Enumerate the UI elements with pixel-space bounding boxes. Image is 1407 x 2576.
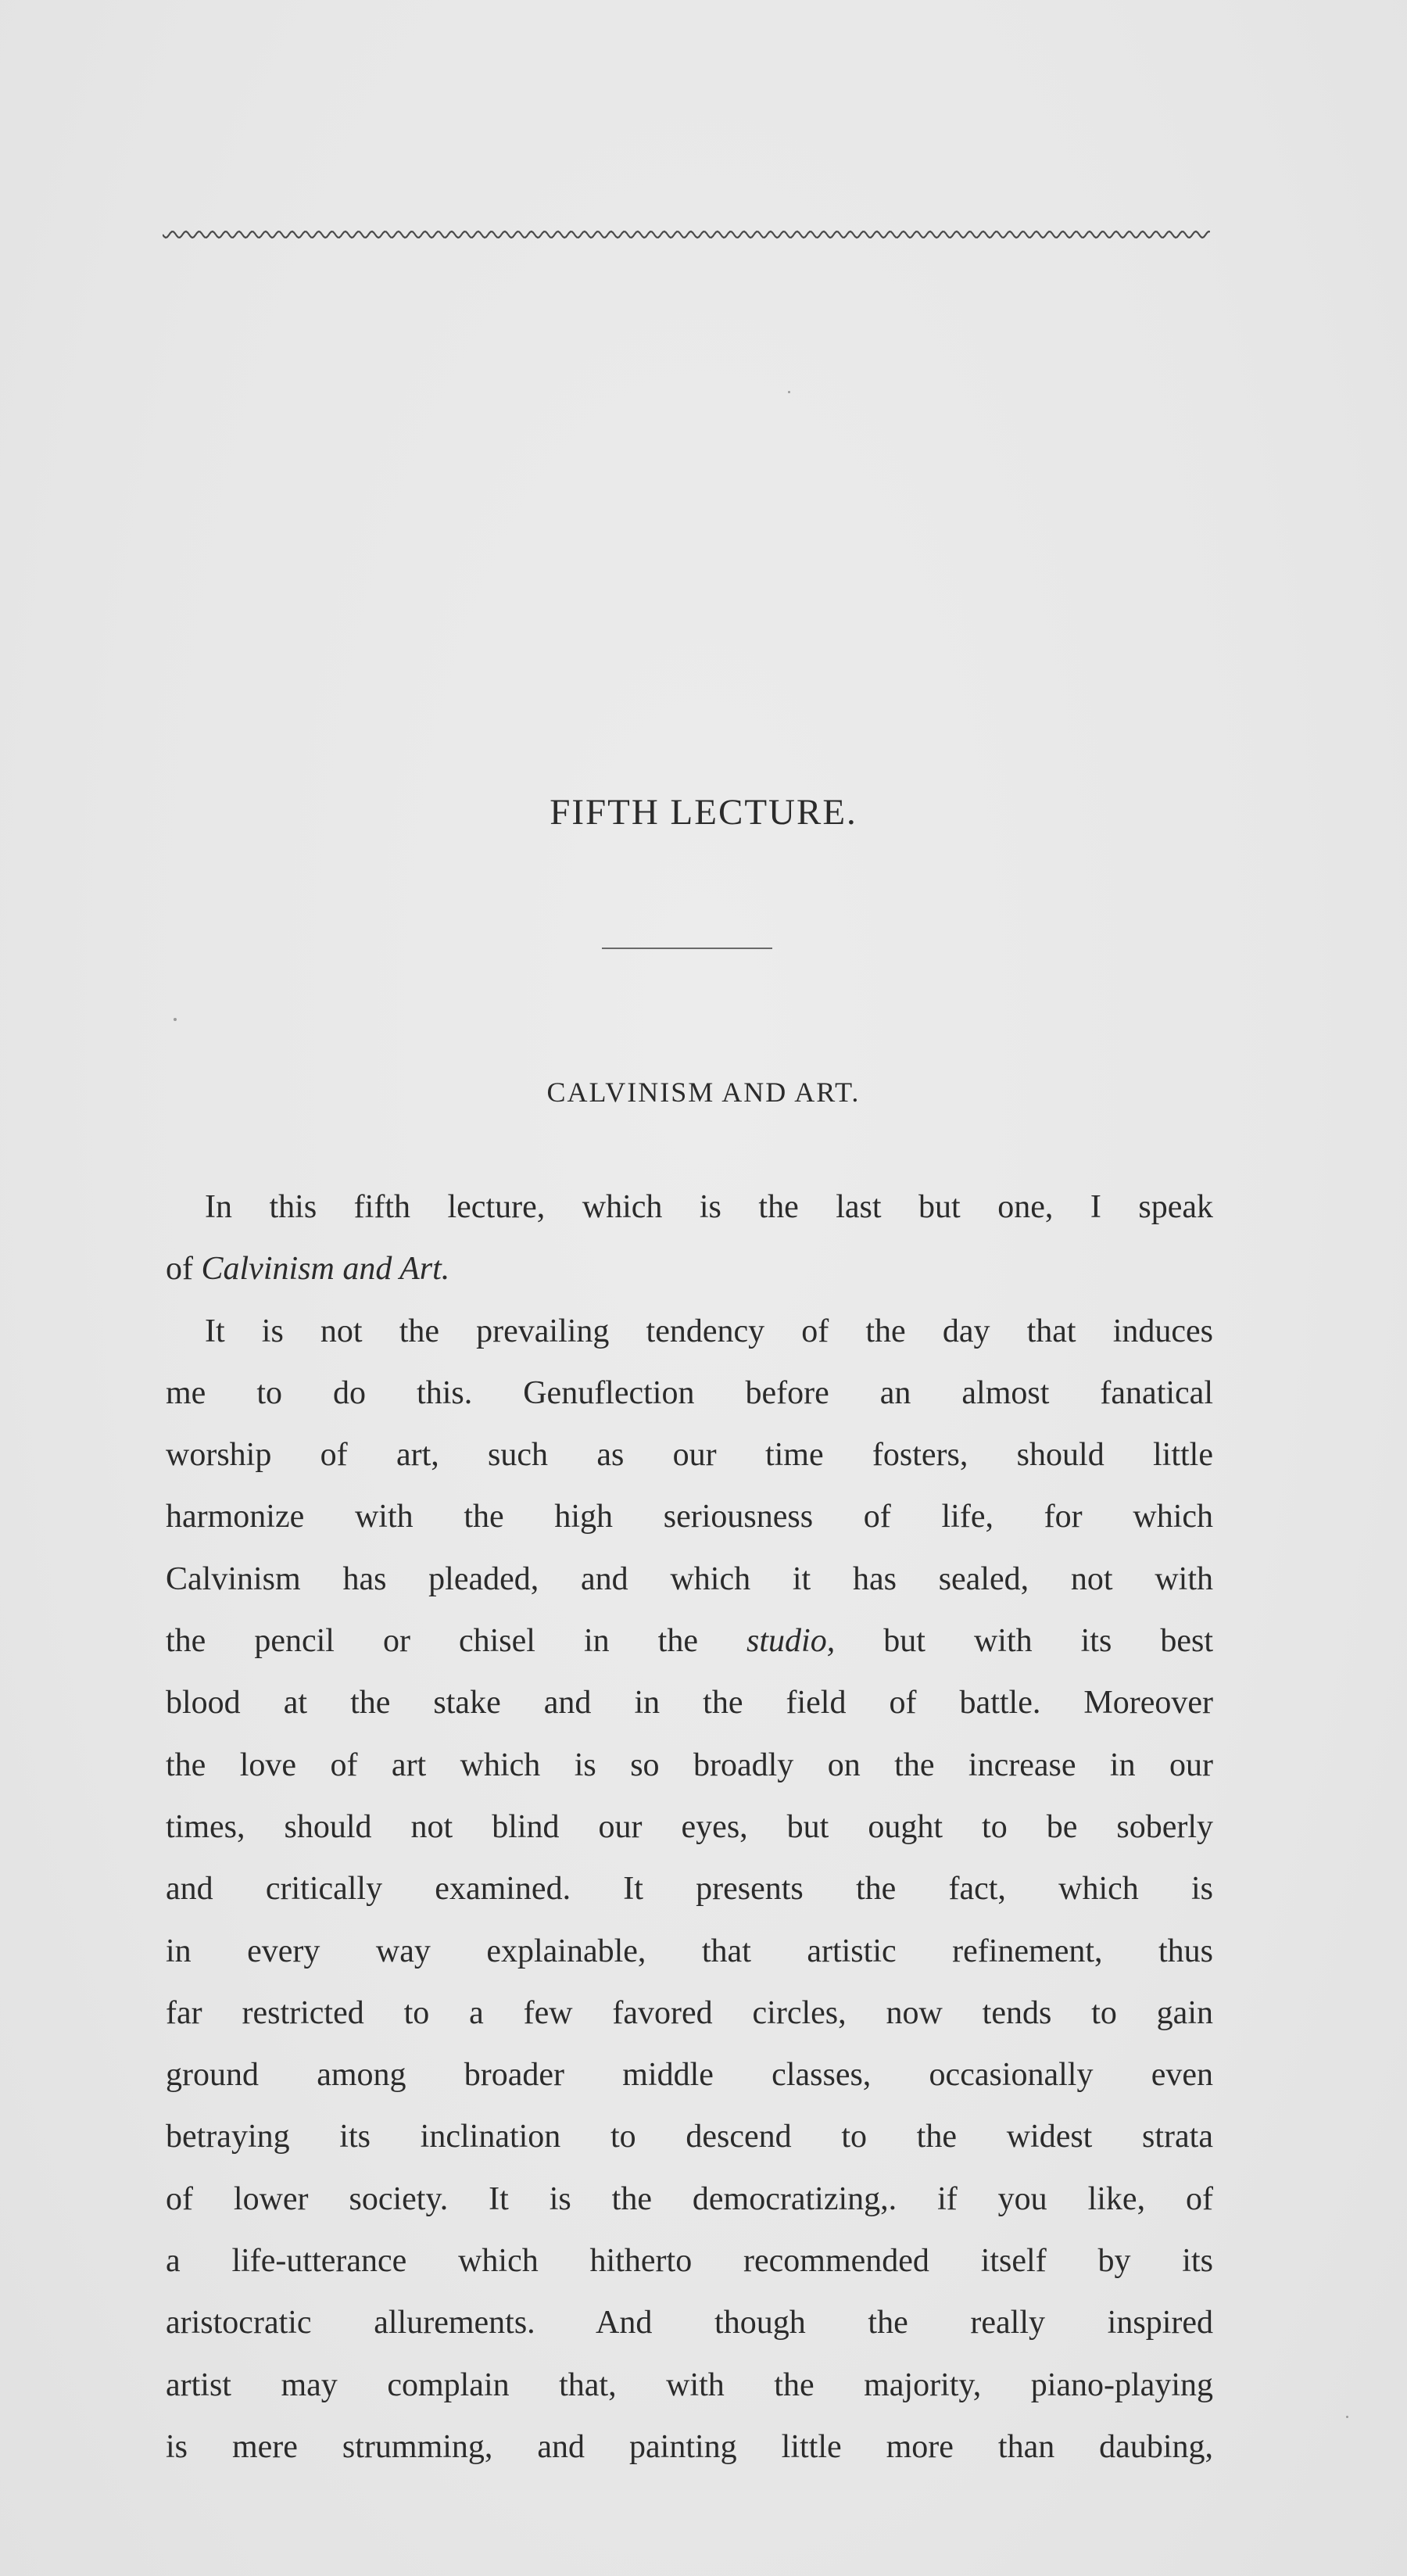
section-title: CALVINISM AND ART. — [546, 1077, 861, 1108]
text-line: times, should not blind our eyes, but ought to be soberly — [166, 1808, 1213, 1845]
text-line: the pencil or chisel in the studio, but with its best — [166, 1623, 1214, 1660]
text-line: me to do this. Genuflection before an almost fanatical — [166, 1374, 1213, 1411]
italic-term: Calvinism and Art. — [201, 1251, 450, 1288]
text-line: ground among broader middle classes, occasionally even — [166, 2057, 1213, 2094]
text-line: artist may complain that, with the majority, piano-playing — [166, 2366, 1213, 2403]
text-line: blood at the stake and in the field of battle. Moreover — [166, 1685, 1213, 1722]
wavy-ornamental-rule — [163, 225, 1210, 244]
text-line: In this fifth lecture, which is the last but one, I speak — [205, 1189, 1213, 1225]
text-line: of Calvinism and Art. — [166, 1251, 450, 1288]
text-line: betraying its inclination to descend to the widest strata — [166, 2119, 1213, 2155]
text-line: and critically examined. It presents the fact, which is — [166, 1871, 1213, 1908]
text-line: in every way explainable, that artistic refinement, thus — [166, 1933, 1213, 1969]
italic-term: studio, — [746, 1623, 836, 1660]
text-line: It is not the prevailing tendency of the day that induces — [205, 1313, 1213, 1349]
text-line: a life-utterance which hitherto recommended itself by its — [166, 2243, 1213, 2280]
text-line: far restricted to a few favored circles, now tends to gain — [166, 1994, 1213, 2031]
text-line: harmonize with the high seriousness of life, for which — [166, 1499, 1213, 1535]
text-line: the love of art which is so broadly on the increase in our — [166, 1747, 1213, 1783]
paper-speck — [174, 1018, 177, 1021]
text-line: Calvinism has pleaded, and which it has sealed, not with — [166, 1560, 1213, 1597]
text-line: of lower society. It is the democratizing,. if you like, of — [166, 2180, 1213, 2217]
lecture-title: FIFTH LECTURE. — [550, 792, 857, 833]
text-line: worship of art, such as our time fosters, should little — [166, 1437, 1213, 1474]
text-line: is mere strumming, and painting little more than daubing, — [166, 2428, 1213, 2465]
divider-rule — [602, 948, 772, 949]
paper-speck — [1346, 2416, 1348, 2418]
text-line: aristocratic allurements. And though the really inspired — [166, 2305, 1213, 2341]
paper-speck — [788, 391, 790, 393]
lecture-body — [166, 1177, 1213, 2478]
